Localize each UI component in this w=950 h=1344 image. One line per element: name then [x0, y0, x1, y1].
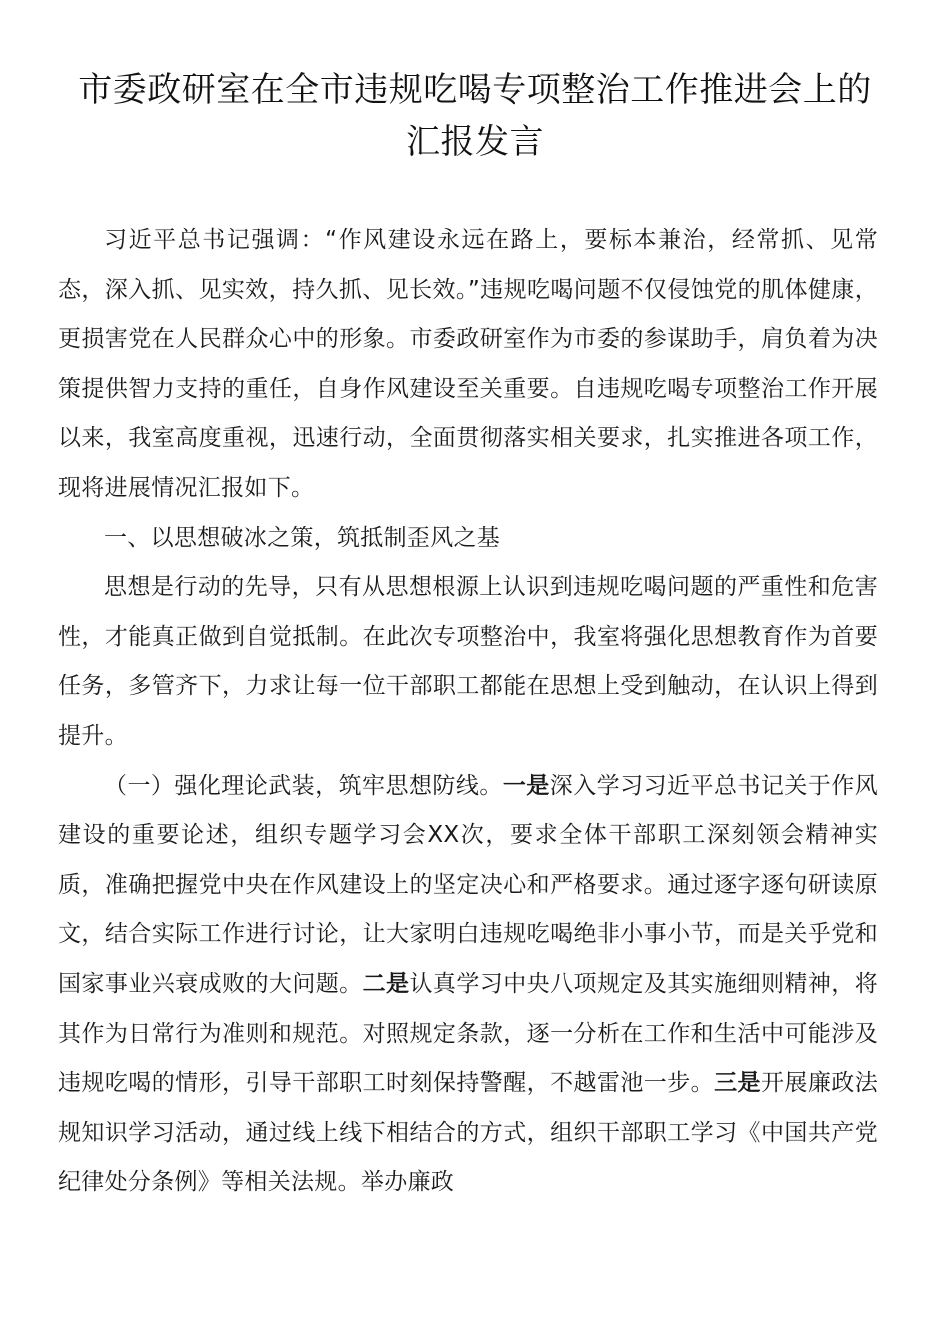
subsection-1-heading: （一）强化理论武装，筑牢思想防线。 [104, 772, 503, 799]
section-1-heading: 一、以思想破冰之策，筑抵制歪风之基 [104, 524, 501, 551]
intro-paragraph: 习近平总书记强调：“作风建设永远在路上，要标本兼治，经常抓、见常态，深入抓、见实效，持久抓、见长效。”违规吃喝问题不仅侵蚀党的肌体健康，更损害党在人民群众心中的形象。市委政研室作为市委的参谋助手，肩负着为决策提供智力支持的重任，自身作风建设至关重要。自违规吃喝专项整治工作开展以来，我室高度重视，迅速行动，全面贯彻落实相关要求，扎实推进各项工作，现将进展情况汇报如下。 [58, 227, 878, 501]
title-line-1: 市委政研室在全市违规吃喝专项整治工作推进会上的 [78, 70, 872, 110]
point-text-1: 深入学习习近平总书记关于作风建设的重要论述，组织专题学习会XX次，要求全体干部职工深刻领会精神实质，准确把握党中央在作风建设上的坚定决心和严格要求。通过逐字逐句研读原文，结合实际工作进行讨论，让大家明白违规吃喝绝非小事小节，而是关乎党和国家事业兴衰成败的大问题。 [58, 772, 878, 997]
title-line-2: 汇报发言 [406, 122, 544, 162]
document-body [58, 216, 878, 1208]
subsection-1-paragraph [58, 762, 878, 1208]
point-marker-3: 三是 [714, 1070, 761, 1097]
point-marker-2: 二是 [362, 970, 410, 997]
document-title [40, 64, 910, 168]
point-text-3: 开展廉政法规知识学习活动，通过线上线下相结合的方式，组织干部职工学习《中国共产党纪律处分条例》等相关法规。举办廉政 [58, 1070, 878, 1196]
point-marker-1: 一是 [502, 772, 550, 799]
point-text-2: 认真学习中央八项规定及其实施细则精神，将其作为日常行为准则和规范。对照规定条款，逐一分析在工作和生活中可能涉及违规吃喝的情形，引导干部职工时刻保持警醒，不越雷池一步。 [58, 970, 879, 1097]
section-1-paragraph: 思想是行动的先导，只有从思想根源上认识到违规吃喝问题的严重性和危害性，才能真正做到自觉抵制。在此次专项整治中，我室将强化思想教育作为首要任务，多管齐下，力求让每一位干部职工都能在思想上受到触动，在认识上得到提升。 [58, 574, 878, 749]
